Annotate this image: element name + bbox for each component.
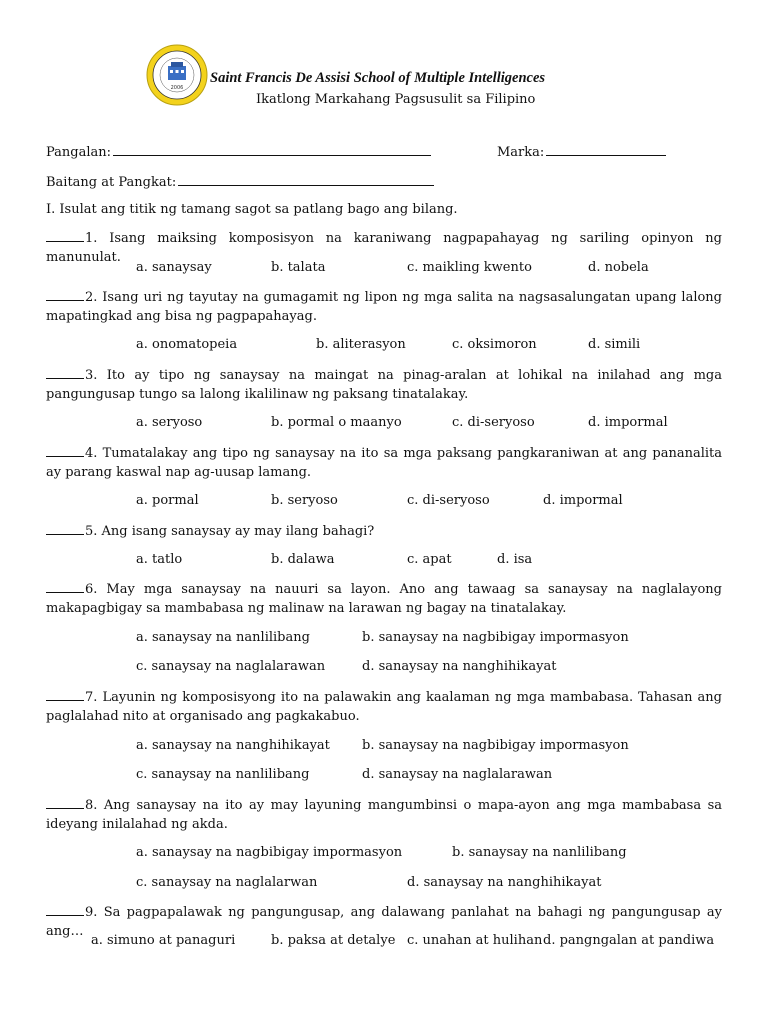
option: d. simili xyxy=(588,337,641,352)
option: b. paksa at detalye xyxy=(271,933,396,948)
option: c. unahan at hulihan xyxy=(407,933,543,948)
answer-blank[interactable] xyxy=(46,522,84,535)
answer-blank[interactable] xyxy=(46,580,84,593)
name-blank[interactable] xyxy=(113,143,431,156)
answer-blank[interactable] xyxy=(46,229,84,242)
option: d. impormal xyxy=(543,493,623,508)
question-7: 7. Layunin ng komposisyong ito na palawakin ang kaalaman ng mga mambabasa. Tahasan ang paglalahad nito at organisado ang pagkakabuo. xyxy=(46,690,722,724)
question-9: 9. Sa pagpapalawak ng pangungusap, ang dalawang panlahat na bahagi ng pangungusap ay ang… xyxy=(46,905,722,939)
option: a. sanaysay xyxy=(136,260,212,275)
name-label: Pangalan: xyxy=(46,145,112,160)
option: a. tatlo xyxy=(136,552,183,567)
option: c. di-seryoso xyxy=(407,493,490,508)
option: d. sanaysay na nanghihikayat xyxy=(407,875,602,890)
score-field xyxy=(497,143,666,160)
question-2: 2. Isang uri ng tayutay na gumagamit ng lipon ng mga salita na nagsasalungatan upang lalong mapatingkad ang bisa ng pagpapahayag. xyxy=(46,290,722,324)
question-4: 4. Tumatalakay ang tipo ng sanaysay na ito sa mga paksang pangkaraniwan at ang pananalita ay parang kaswal nap ag-uusap lamang. xyxy=(46,446,722,480)
option: d. impormal xyxy=(588,415,668,430)
option: b. dalawa xyxy=(271,552,335,567)
option: b. aliterasyon xyxy=(316,337,406,352)
option: b. pormal o maanyo xyxy=(271,415,402,430)
answer-blank[interactable] xyxy=(46,903,84,916)
option: b. talata xyxy=(271,260,326,275)
option: d. pangngalan at pandiwa xyxy=(543,933,715,948)
option: a. seryoso xyxy=(136,415,203,430)
option: d. sanaysay na naglalarawan xyxy=(362,767,553,782)
option: c. sanaysay na nanlilibang xyxy=(136,767,310,782)
option: d. sanaysay na nanghihikayat xyxy=(362,659,557,674)
question-6: 6. May mga sanaysay na nauuri sa layon. Ano ang tawaag sa sanaysay na naglalayong makapagbigay sa mambabasa ng malinaw na larawan ng bagay na tinatalakay. xyxy=(46,582,722,616)
option: b. sanaysay na nanlilibang xyxy=(452,845,627,860)
score-blank[interactable] xyxy=(546,143,666,156)
name-field xyxy=(46,143,431,160)
option: b. sanaysay na nagbibigay impormasyon xyxy=(362,738,629,753)
question-1: 1. Isang maiksing komposisyon na karaniwang nagpapahayag ng sariling opinyon ng manunulat. xyxy=(46,231,722,265)
question-3: 3. Ito ay tipo ng sanaysay na maingat na pinag-aralan at lohikal na inilahad ang mga pangungusap tungo sa lalong ikalilinaw ng paksang tinatalakay. xyxy=(46,368,722,402)
option: a. pormal xyxy=(136,493,199,508)
exam-title: Ikatlong Markahang Pagsusulit sa Filipino xyxy=(256,92,536,107)
option: d. nobela xyxy=(588,260,649,275)
option: b. sanaysay na nagbibigay impormasyon xyxy=(362,630,629,645)
option: c. di-seryoso xyxy=(452,415,535,430)
svg-text:2006: 2006 xyxy=(170,85,184,91)
option: a. sanaysay na nagbibigay impormasyon xyxy=(136,845,403,860)
option: c. sanaysay na naglalarwan xyxy=(136,875,318,890)
option: c. sanaysay na naglalarawan xyxy=(136,659,326,674)
answer-blank[interactable] xyxy=(46,444,84,457)
option: c. maikling kwento xyxy=(407,260,532,275)
grade-field xyxy=(46,173,434,190)
grade-blank[interactable] xyxy=(178,173,434,186)
answer-blank[interactable] xyxy=(46,688,84,701)
option: d. isa xyxy=(497,552,533,567)
option: a. onomatopeia xyxy=(136,337,238,352)
question-5: 5. Ang isang sanaysay ay may ilang bahagi? xyxy=(46,522,722,541)
option: c. apat xyxy=(407,552,452,567)
option: a. sanaysay na nanlilibang xyxy=(136,630,310,645)
grade-label: Baitang at Pangkat: xyxy=(46,175,177,190)
option: a. simuno at panaguri xyxy=(91,933,236,948)
school-name: Saint Francis De Assisi School of Multiple Intelligences xyxy=(210,70,546,86)
school-seal-logo xyxy=(146,44,208,106)
instructions: I. Isulat ang titik ng tamang sagot sa patlang bago ang bilang. xyxy=(46,202,458,217)
option: a. sanaysay na nanghihikayat xyxy=(136,738,330,753)
option: c. oksimoron xyxy=(452,337,537,352)
answer-blank[interactable] xyxy=(46,288,84,301)
score-label: Marka: xyxy=(497,145,545,160)
answer-blank[interactable] xyxy=(46,366,84,379)
option: b. seryoso xyxy=(271,493,338,508)
answer-blank[interactable] xyxy=(46,796,84,809)
question-8: 8. Ang sanaysay na ito ay may layuning mangumbinsi o mapa-ayon ang mga mambabasa sa ideyang inilalahad ng akda. xyxy=(46,798,722,832)
